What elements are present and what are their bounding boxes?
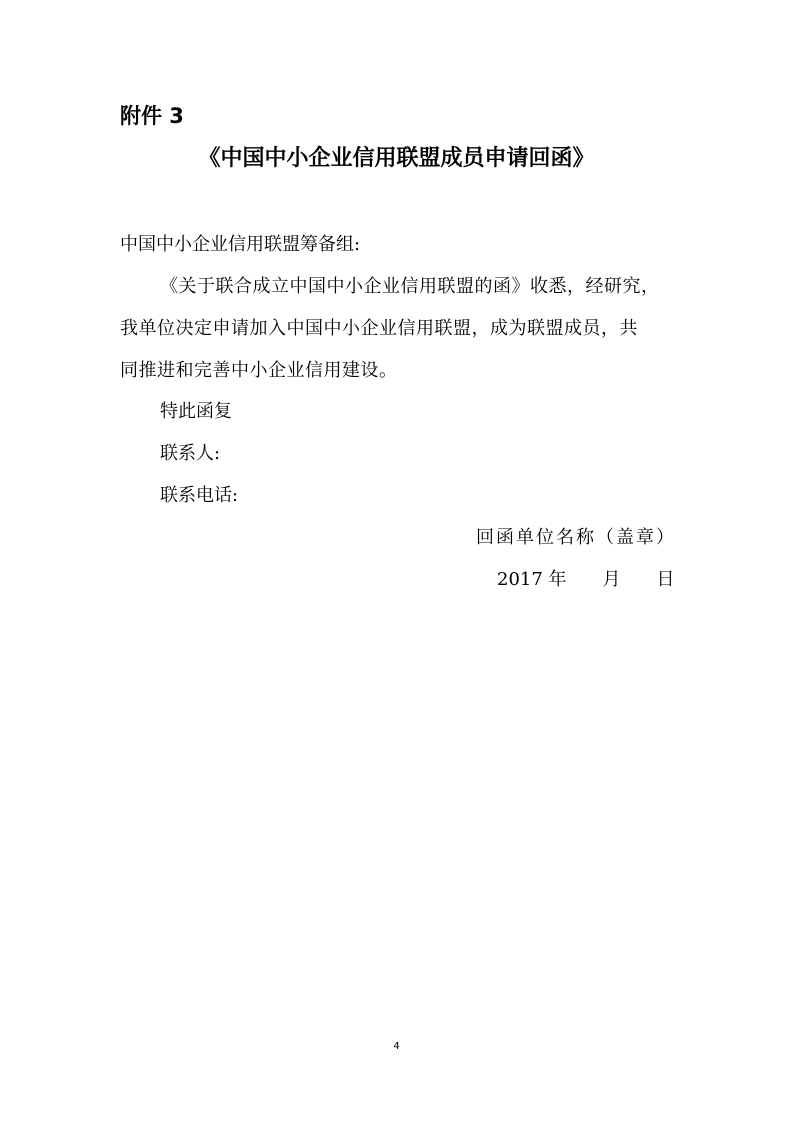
body-line-1: 《关于联合成立中国中小企业信用联盟的函》收悉，经研究， [160,276,660,297]
closing-remark: 特此函复 [160,401,232,422]
body-line-2: 我单位决定申请加入中国中小企业信用联盟，成为联盟成员，共 [120,318,638,339]
salutation: 中国中小企业信用联盟筹备组: [120,234,361,255]
signature-organization: 回函单位名称（盖章） [476,527,676,548]
body-line-3: 同推进和完善中小企业信用建设。 [120,360,398,381]
page-number: 4 [393,1041,400,1052]
document-title: 《中国中小企业信用联盟成员申请回函》 [198,146,595,171]
contact-person-label: 联系人: [160,443,221,464]
body-paragraph [120,266,675,392]
date-year: 2017 年 [497,569,567,590]
attachment-label: 附件 3 [120,104,184,128]
date-day: 日 [656,569,675,590]
signature-date [497,559,675,601]
contact-phone-label: 联系电话: [160,485,239,506]
date-month: 月 [602,569,621,590]
